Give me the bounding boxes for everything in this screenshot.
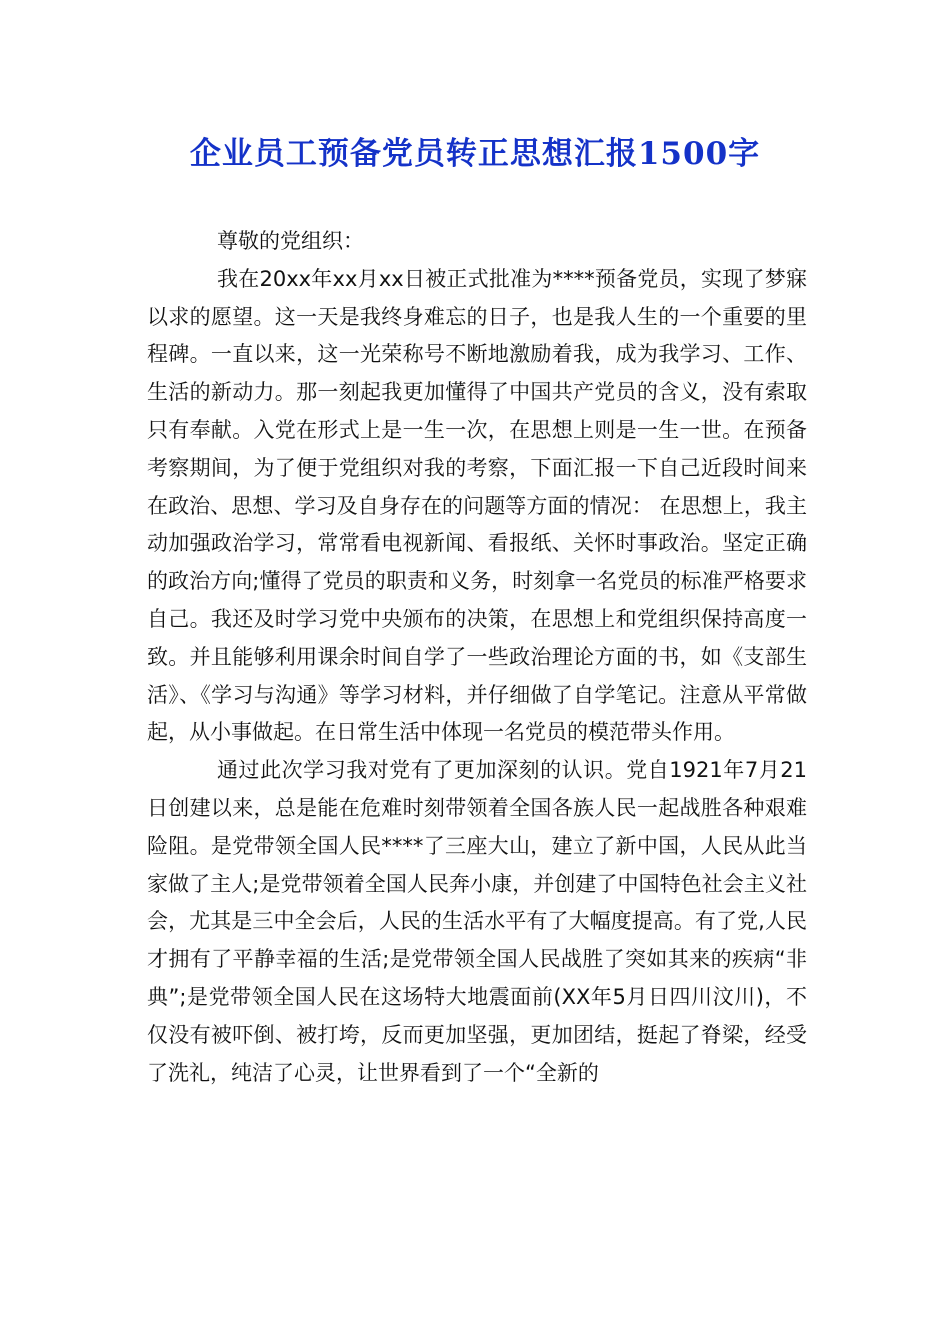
document-body (147, 223, 807, 1092)
paragraph-1: 我在20xx年xx月xx日被正式批准为****预备党员，实现了梦寐以求的愿望。这一天是我终身难忘的日子，也是我人生的一个重要的里程碑。一直以来，这一光荣称号不断地激励着我，成为我学习、工作、生活的新动力。那一刻起我更加懂得了中国共产党员的含义，没有索取只有奉献。入党在形式上是一生一次，在思想上则是一生一世。在预备考察期间，为了便于党组织对我的考察，下面汇报一下自己近段时间来在政治、思想、学习及自身存在的问题等方面的情况： 在思想上，我主动加强政治学习，常常看电视新闻、看报纸、关怀时事政治。坚定正确的政治方向;懂得了党员的职责和义务，时刻拿一名党员的标准严格要求自己。我还及时学习党中央颁布的决策，在思想上和党组织保持高度一致。并且能够利用课余时间自学了一些政治理论方面的书，如《支部生活》、《学习与沟通》等学习材料，并仔细做了自学笔记。注意从平常做起，从小事做起。在日常生活中体现一名党员的模范带头作用。 (147, 266, 807, 745)
paragraph-2: 通过此次学习我对党有了更加深刻的认识。党自1921年7月21日创建以来，总是能在危难时刻带领着全国各族人民一起战胜各种艰难险阻。是党带领全国人民****了三座大山，建立了新中国，人民从此当家做了主人;是党带领着全国人民奔小康，并创建了中国特色社会主义社会，尤其是三中全会后，人民的生活水平有了大幅度提高。有了党,人民才拥有了平静幸福的生活;是党带领全国人民战胜了突如其来的疾病“非典”;是党带领全国人民在这场特大地震面前(XX年5月日四川汶川)，不仅没有被吓倒、被打垮，反而更加坚强，更加团结，挺起了脊梁，经受了洗礼，纯洁了心灵，让世界看到了一个“全新的 (147, 758, 807, 1085)
document-title: 企业员工预备党员转正思想汇报1500字 (189, 136, 761, 172)
salutation: 尊敬的党组织： (217, 229, 364, 253)
